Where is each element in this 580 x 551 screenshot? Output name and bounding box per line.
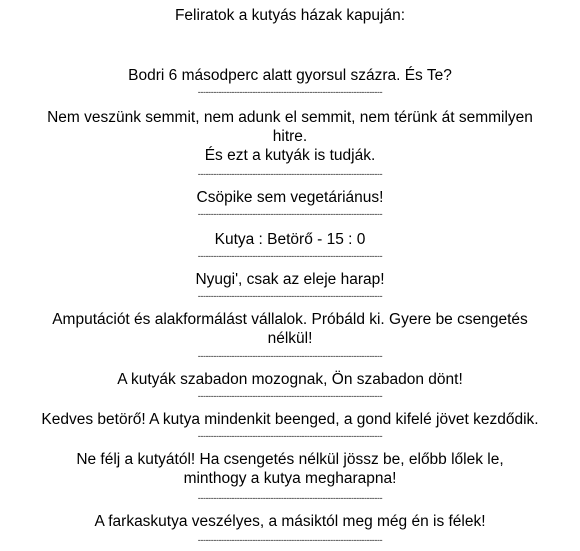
sign-text: [0, 450, 580, 488]
sign-line: Nem veszünk semmit, nem adunk el semmit, nem térünk át semmilyen: [47, 109, 533, 126]
separator: -----------------------------------------------------------------------: [197, 170, 383, 179]
sign-text: [0, 310, 580, 348]
separator: -----------------------------------------------------------------------: [197, 210, 383, 219]
sign-line: Amputációt és alakformálást vállalok. Próbáld ki. Gyere be csengetés: [52, 311, 528, 328]
sign-text: [0, 512, 580, 531]
sign-line: Ne félj a kutyától! Ha csengetés nélkül jössz be, előbb lőlek le,: [76, 451, 504, 468]
separator: -----------------------------------------------------------------------: [197, 88, 383, 97]
sign-line: nélkül!: [267, 330, 313, 347]
sign-text: [0, 230, 580, 249]
sign-line: Csöpike sem vegetáriánus!: [196, 189, 384, 206]
sign-line: És ezt a kutyák is tudják.: [204, 147, 376, 164]
sign-line: Bodri 6 másodperc alatt gyorsul százra. És Te?: [128, 67, 452, 84]
page-title: Feliratok a kutyás házak kapuján:: [174, 7, 406, 24]
sign-text: [0, 410, 580, 429]
sign-line: A kutyák szabadon mozognak, Ön szabadon dönt!: [117, 371, 463, 388]
sign-line: Kedves betörő! A kutya mindenkit beenged, a gond kifelé jövet kezdődik.: [41, 411, 539, 428]
separator: -----------------------------------------------------------------------: [197, 432, 383, 441]
sign-text: [0, 108, 580, 165]
sign-line: Kutya : Betörő - 15 : 0: [214, 231, 366, 248]
separator: -----------------------------------------------------------------------: [197, 252, 383, 261]
sign-text: [0, 66, 580, 85]
sign-text: [0, 370, 580, 389]
sign-text: [0, 270, 580, 289]
sign-line: minthogy a kutya megharapna!: [183, 470, 397, 487]
separator: -----------------------------------------------------------------------: [197, 536, 383, 545]
separator: -----------------------------------------------------------------------: [197, 292, 383, 301]
separator: -----------------------------------------------------------------------: [197, 494, 383, 503]
sign-line: hitre.: [272, 128, 308, 145]
sign-line: A farkaskutya veszélyes, a másiktól meg még én is félek!: [94, 513, 486, 530]
separator: -----------------------------------------------------------------------: [197, 392, 383, 401]
sign-line: Nyugi', csak az eleje harap!: [195, 271, 385, 288]
sign-text: [0, 188, 580, 207]
separator: -----------------------------------------------------------------------: [197, 352, 383, 361]
